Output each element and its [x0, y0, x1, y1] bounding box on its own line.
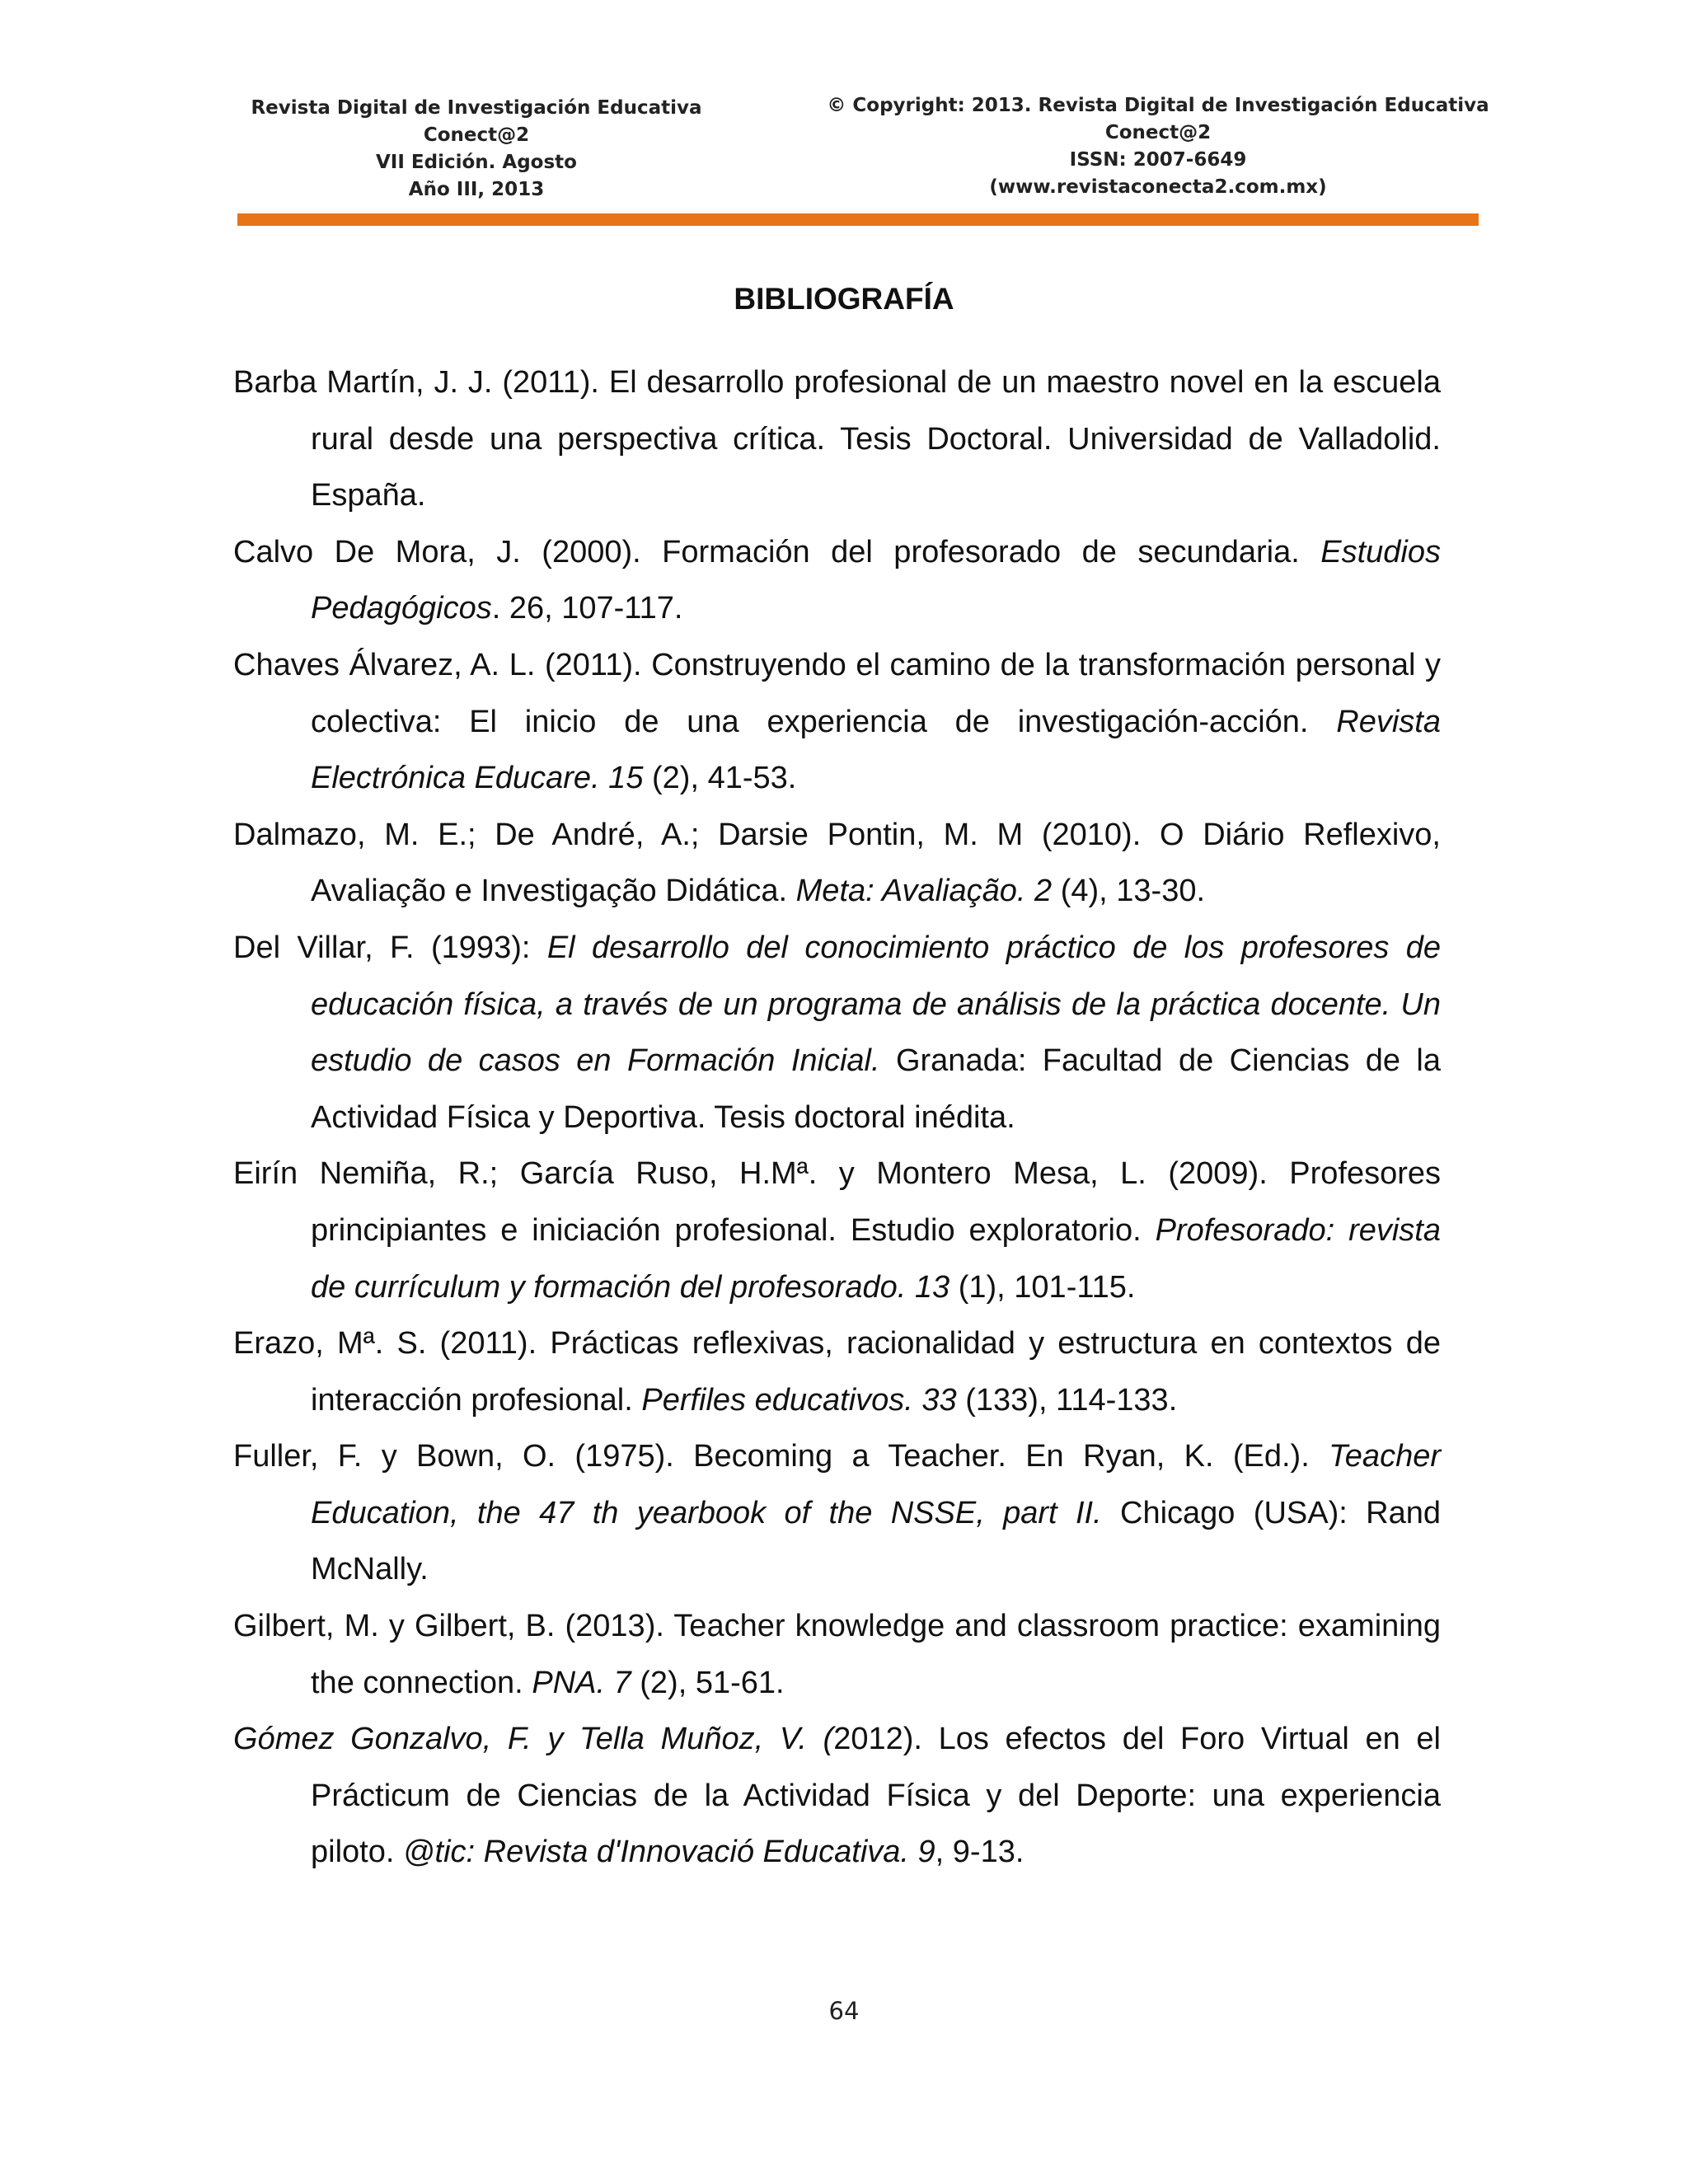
reference-italic-text: Teacher Education, the 47 th yearbook of the NSSE, part II.	[311, 1439, 1441, 1530]
reference-text: . 26, 107-117.	[491, 591, 683, 626]
reference-entry	[233, 354, 1441, 524]
reference-italic-text: PNA. 7	[532, 1665, 631, 1700]
header-journal-name: Revista Digital de Investigación Educativa	[251, 97, 702, 119]
header-divider	[237, 213, 1479, 226]
reference-text: Calvo De Mora, J. (2000). Formación del profesorado de secundaria.	[233, 534, 1321, 569]
reference-text: Barba Martín, J. J. (2011). El desarrollo profesional de un maestro novel en la escuela rural desde una perspectiva crítica. Tesis Doctoral. Universidad de Valladolid. España.	[233, 365, 1441, 513]
header-website: (www.revistaconecta2.com.mx)	[989, 176, 1327, 198]
header-journal-short-name: Conect@2	[423, 124, 530, 146]
reference-entry	[233, 1711, 1441, 1881]
reference-entry	[233, 524, 1441, 637]
reference-italic-text: Gómez Gonzalvo, F. y Tella Muñoz, V. (	[233, 1722, 834, 1757]
reference-text: Chaves Álvarez, A. L. (2011). Construyendo el camino de la transformación personal y colectiva: El inicio de una experiencia de investigación-acción.	[233, 647, 1441, 739]
reference-italic-text: Profesorado: revista de currículum y formación del profesorado. 13	[311, 1212, 1441, 1305]
reference-italic-text: @tic: Revista d'Innovació Educativa. 9	[402, 1835, 935, 1870]
journal-header-right	[816, 92, 1500, 201]
reference-text: , 9-13.	[935, 1835, 1025, 1870]
header-issn: ISSN: 2007-6649	[1069, 149, 1247, 171]
reference-text: Dalmazo, M. E.; De André, A.; Darsie Pontin, M. M (2010). O Diário Reflexivo, Avaliação e Investigação Didática.	[233, 817, 1441, 909]
reference-italic-text: Estudios Pedagógicos	[311, 534, 1441, 626]
reference-text: 2012). Los efectos del Foro Virtual en el Prácticum de Ciencias de la Actividad Física y del Deporte: una experiencia piloto.	[311, 1722, 1441, 1870]
header-edition: VII Edición. Agosto	[376, 152, 577, 173]
reference-entry	[233, 1598, 1441, 1711]
reference-text: (4), 13-30.	[1052, 874, 1206, 909]
reference-text: (133), 114-133.	[956, 1382, 1178, 1418]
section-title: BIBLIOGRAFÍA	[734, 282, 954, 316]
header-copyright: © Copyright: 2013. Revista Digital de Investigación Educativa	[827, 95, 1489, 116]
reference-list	[233, 354, 1441, 1881]
reference-entry	[233, 1428, 1441, 1598]
reference-entry	[233, 1315, 1441, 1428]
reference-text: Chicago (USA): Rand McNally.	[311, 1495, 1442, 1587]
reference-text: (1), 101-115.	[950, 1269, 1136, 1305]
reference-italic-text: Meta: Avaliação. 2	[795, 874, 1053, 909]
page-number: 64	[828, 1997, 860, 2025]
header-journal-short-name-right: Conect@2	[1104, 122, 1212, 143]
reference-entry	[233, 1146, 1441, 1315]
reference-italic-text: El desarrollo del conocimiento práctico de los profesores de educación física, a través de un programa de análisis de la práctica docente. Un estudio de casos en Formación Inicial.	[311, 930, 1441, 1079]
journal-header-left	[237, 95, 715, 204]
reference-entry	[233, 920, 1441, 1146]
reference-text: (2), 51-61.	[631, 1665, 785, 1700]
reference-italic-text: Perfiles educativos. 33	[641, 1382, 957, 1418]
reference-text: Gilbert, M. y Gilbert, B. (2013). Teacher knowledge and classroom practice: examining the connection.	[233, 1609, 1441, 1700]
reference-italic-text: Revista Electrónica Educare. 15	[311, 704, 1441, 796]
reference-text: Fuller, F. y Bown, O. (1975). Becoming a Teacher. En Ryan, K. (Ed.).	[233, 1439, 1329, 1474]
reference-text: Granada: Facultad de Ciencias de la Actividad Física y Deportiva. Tesis doctoral inédita.	[311, 1043, 1441, 1135]
reference-entry	[233, 807, 1441, 920]
header-year: Año III, 2013	[408, 179, 545, 200]
reference-text: Eirín Nemiña, R.; García Ruso, H.Mª. y Montero Mesa, L. (2009). Profesores principiantes e iniciación profesional. Estudio exploratorio.	[233, 1156, 1441, 1248]
reference-entry	[233, 637, 1441, 807]
reference-text: Del Villar, F. (1993):	[233, 930, 547, 965]
reference-text: (2), 41-53.	[643, 761, 797, 796]
reference-text: Erazo, Mª. S. (2011). Prácticas reflexivas, racionalidad y estructura en contextos de interacción profesional.	[233, 1326, 1441, 1418]
